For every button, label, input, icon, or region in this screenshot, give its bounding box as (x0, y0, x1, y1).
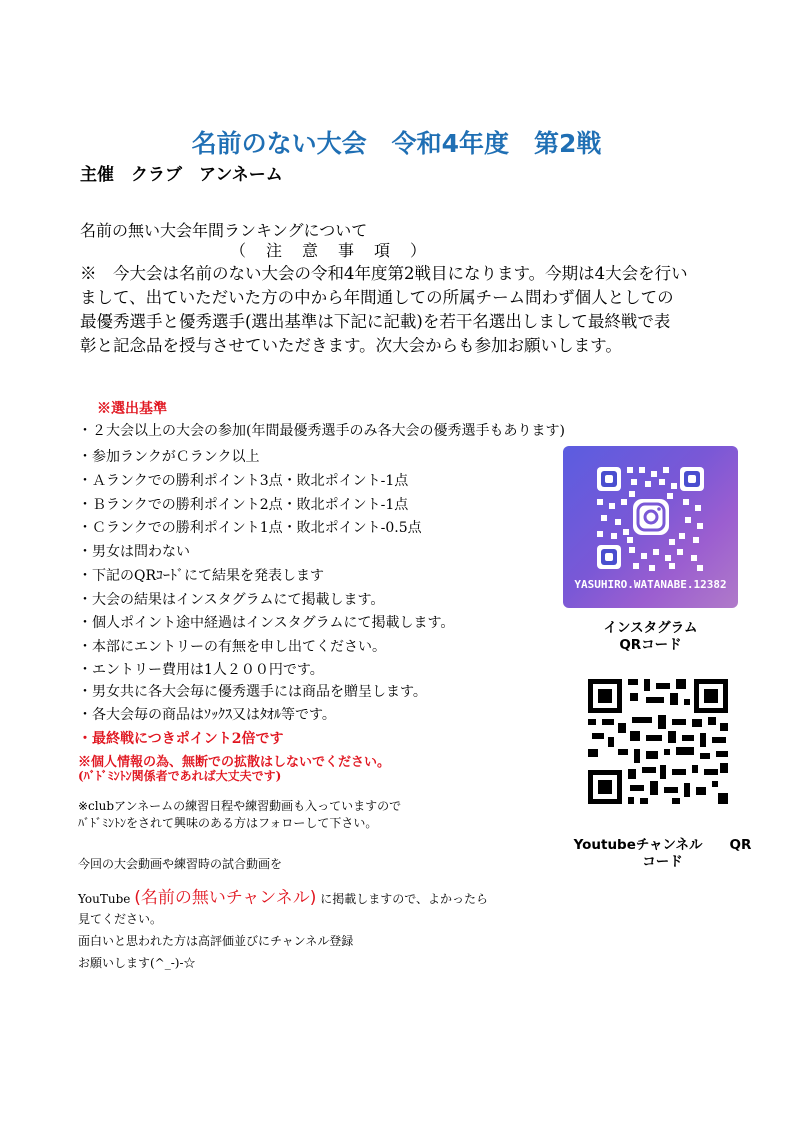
privacy-note: ※個人情報の為、無断での拡散はしないでください。 (78, 755, 391, 770)
club-note: ﾊﾞﾄﾞﾐﾝﾄﾝをされて興味のある方はフォローして下さい。 (78, 816, 378, 830)
youtube-text: 面白いと思われた方は高評価並びにチャンネル登録 (78, 934, 354, 948)
criteria-item: ・Ｃランクでの勝利ポイント1点・敗北ポイント-0.5点 (78, 520, 422, 536)
criteria-item: ・本部にエントリーの有無を申し出てください。 (78, 639, 386, 655)
criteria-item: ・大会の結果はインスタグラムにて掲載します。 (78, 592, 385, 608)
instagram-caption-line: インスタグラム (603, 620, 698, 636)
criteria-item: ・個人ポイント途中経過はインスタグラムにて掲載します。 (78, 615, 455, 631)
instagram-qr-code (593, 463, 708, 573)
intro-line: ※ 今大会は名前のない大会の令和4年度第2戦目になります。今期は4大会を行い (80, 264, 688, 283)
criteria-item: ・男女は問わない (78, 544, 190, 560)
youtube-qr-code[interactable] (588, 679, 728, 804)
privacy-note-sub: (ﾊﾞﾄﾞﾐﾝﾄﾝ関係者であれば大丈夫です) (78, 769, 282, 783)
instagram-qr-card[interactable] (563, 446, 738, 608)
youtube-caption-line: コード (642, 854, 683, 870)
criteria-item: ・２大会以上の大会の参加(年間最優秀選手のみ各大会の優秀選手もあります) (78, 423, 565, 439)
criteria-item: ・参加ランクがＣランク以上 (78, 449, 260, 465)
instagram-handle: YASUHIRO.WATANABE.12382 (574, 578, 727, 591)
intro-line: 最優秀選手と優秀選手(選出基準は下記に記載)を若干名選出しまして最終戦で表 (80, 312, 671, 331)
youtube-text: 見てください。 (78, 912, 163, 926)
youtube-caption-line: Youtubeチャンネル QR (573, 837, 752, 853)
organizer: 主催 クラブ アンネーム (80, 165, 283, 185)
intro-paragraph (80, 262, 748, 358)
youtube-text (78, 883, 488, 908)
intro-line: まして、出ていただいた方の中から年間通しての所属チーム問わず個人としての (80, 288, 674, 307)
section-subtitle: （ 注 意 事 項 ） (230, 241, 429, 260)
youtube-prefix: YouTube (78, 892, 131, 906)
criteria-item: ・各大会毎の商品はｿｯｸｽ又はﾀｵﾙ等です。 (78, 707, 336, 723)
criteria-item: ・Ｂランクでの勝利ポイント2点・敗北ポイント-1点 (78, 497, 409, 513)
club-note: ※clubアンネームの練習日程や練習動画も入っていますので (78, 799, 402, 813)
youtube-text: 今回の大会動画や練習時の試合動画を (78, 857, 283, 871)
page-title: 名前のない大会 令和4年度 第2戦 (191, 129, 602, 158)
youtube-channel-name: (名前の無いチャンネル) (134, 888, 317, 908)
section-title: 名前の無い大会年間ランキングについて (80, 221, 368, 240)
criteria-item: ・Ａランクでの勝利ポイント3点・敗北ポイント-1点 (78, 473, 409, 489)
instagram-caption-line: QRコード (619, 637, 682, 653)
intro-line: 彰と記念品を授与させていただきます。次大会からも参加お願いします。 (80, 336, 622, 355)
criteria-item: ・下記のQRｺｰﾄﾞにて結果を発表します (78, 568, 325, 584)
criteria-item: ・エントリー費用は1人２００円です。 (78, 662, 324, 678)
youtube-suffix: に掲載しますので、よかったら (320, 892, 489, 906)
criteria-heading: ※選出基準 (97, 401, 167, 417)
instagram-qr-caption (563, 620, 738, 654)
final-round-note: ・最終戦につきポイント2倍です (78, 731, 284, 747)
criteria-item: ・男女共に各大会毎に優秀選手には商品を贈呈します。 (78, 684, 427, 700)
youtube-text: お願いします(^_-)-☆ (78, 956, 196, 970)
youtube-qr-caption (560, 837, 765, 871)
